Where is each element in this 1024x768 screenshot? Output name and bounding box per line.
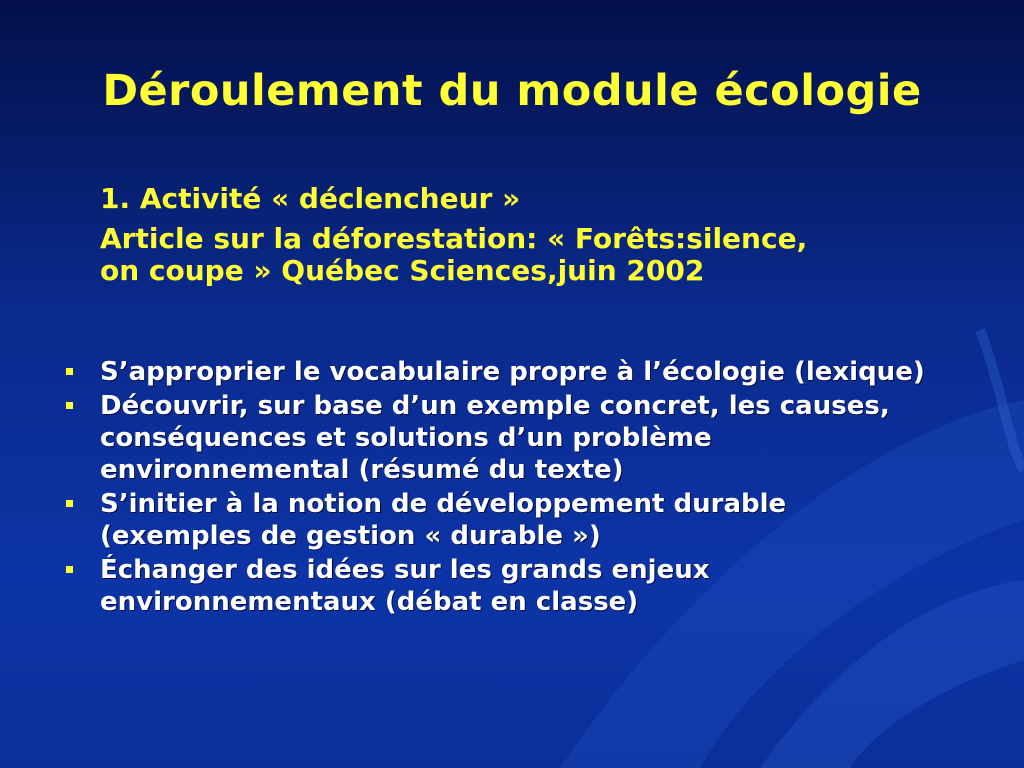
bullet-text: Échanger des idées sur les grands enjeux [100, 555, 710, 585]
square-bullet-icon [66, 368, 73, 375]
bullet-item [62, 488, 1017, 552]
square-bullet-icon [66, 566, 73, 573]
bullet-list [62, 356, 1017, 620]
slide-title: Déroulement du module écologie [102, 66, 922, 116]
bullet-item [62, 554, 1017, 618]
intro-block [100, 183, 1012, 287]
activity-heading: 1. Activité « déclencheur » [100, 182, 521, 215]
bullet-text: environnementaux (débat en classe) [100, 587, 639, 617]
square-bullet-icon [66, 402, 73, 409]
bullet-text: environnemental (résumé du texte) [100, 455, 624, 485]
bullet-text: Découvrir, sur base d’un exemple concret, les causes, [100, 391, 890, 421]
bullet-text: (exemples de gestion « durable ») [100, 521, 601, 551]
bullet-item [62, 356, 1017, 388]
bullet-item [62, 390, 1017, 486]
square-bullet-icon [66, 500, 73, 507]
bullet-text: conséquences et solutions d’un problème [100, 423, 712, 453]
article-line: Article sur la déforestation: « Forêts:silence, [100, 222, 808, 255]
bullet-text: S’approprier le vocabulaire propre à l’écologie (lexique) [100, 357, 925, 387]
bullet-text: S’initier à la notion de développement durable [100, 489, 787, 519]
article-line: on coupe » Québec Sciences,juin 2002 [100, 254, 705, 287]
